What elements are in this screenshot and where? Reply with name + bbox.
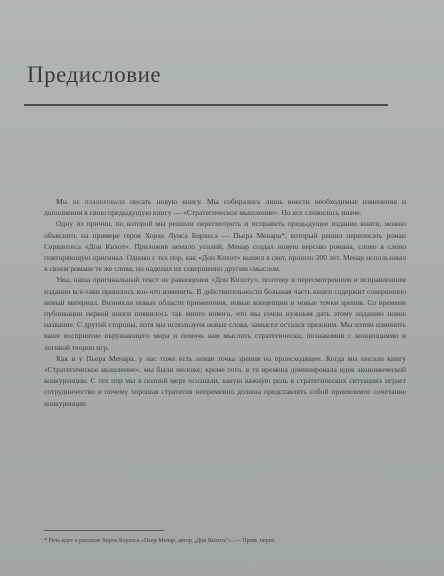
body-text — [44, 196, 406, 409]
title-rule — [24, 104, 388, 106]
paragraph — [44, 218, 406, 274]
chapter-title: Предисловие — [27, 62, 162, 87]
paragraph-text: писать новую книгу. Мы собирались лишь внести необходимые изменения и дополнения в свою предыдущую книгу — «Стратегическое мышление». Но все сложилось иначе. — [44, 197, 406, 218]
paragraph-text: Как и у Пьера Менара, у нас тоже есть новая точка зрения на происходящее. Когда мы писали книгу «Стратегическое мышление», мы были моложе; кроме того, в те времена доминировала идея экономической конкуренции. С тех пор мы в полной мере осознали, какую важную роль в стратегических ситуациях играет сотрудничество и почему хорошая стратегия непременно должна представлять собой приемлемое сочетание конкуренции — [44, 353, 406, 408]
small-caps-lead: Мы не планировали — [56, 197, 126, 206]
paragraph — [44, 274, 406, 352]
paragraph — [44, 353, 406, 409]
footnote: * Речь идет о рассказе Хорхе Борхеса «Пьер Менар, автор „Дон Кихота“». — Прим. перев. — [44, 538, 276, 544]
paragraph-text: Увы, наша оригинальный текст не равноценен «Дон Кихоту», поэтому в пересмотренном и исправленном издании все-таки пришлось кое-что изменить. В действительности большая часть книги содержит совершенно новый материал. Возникли новые области применения, новые концепции и новые точки зрения. Со времени публикации первой книги появилось так много нового, что мы сочли нужным дать этому изданию новое название. С другой стороны, хотя мы используем новые слова, замысел остался прежним. Мы хотим изменить ваше восприятие окружающего мира и помочь вам мыслить стратегически, познакомив с концепциями и логикой теории игр. — [44, 275, 406, 352]
footnote-rule — [44, 530, 164, 531]
paragraph-text: Одну из причин, по которой мы решили пересмотреть и исправить предыдущее издание книги, можно объяснить на примере героя Хорхе Луиса Борхеса — Пьера Менара*, который решил переписать роман Сервантеса «Дон Кихот». Приложив немало усилий, Менар создал новую версию романа, слово в слово повторяющую оригинал. Однако с тех пор, как «Дон Кихот» вышел в свет, прошло 300 лет. Менар использовал в своем романе те же слова, но наделил их совершенно другим смыслом. — [44, 219, 406, 274]
paragraph — [44, 196, 406, 218]
